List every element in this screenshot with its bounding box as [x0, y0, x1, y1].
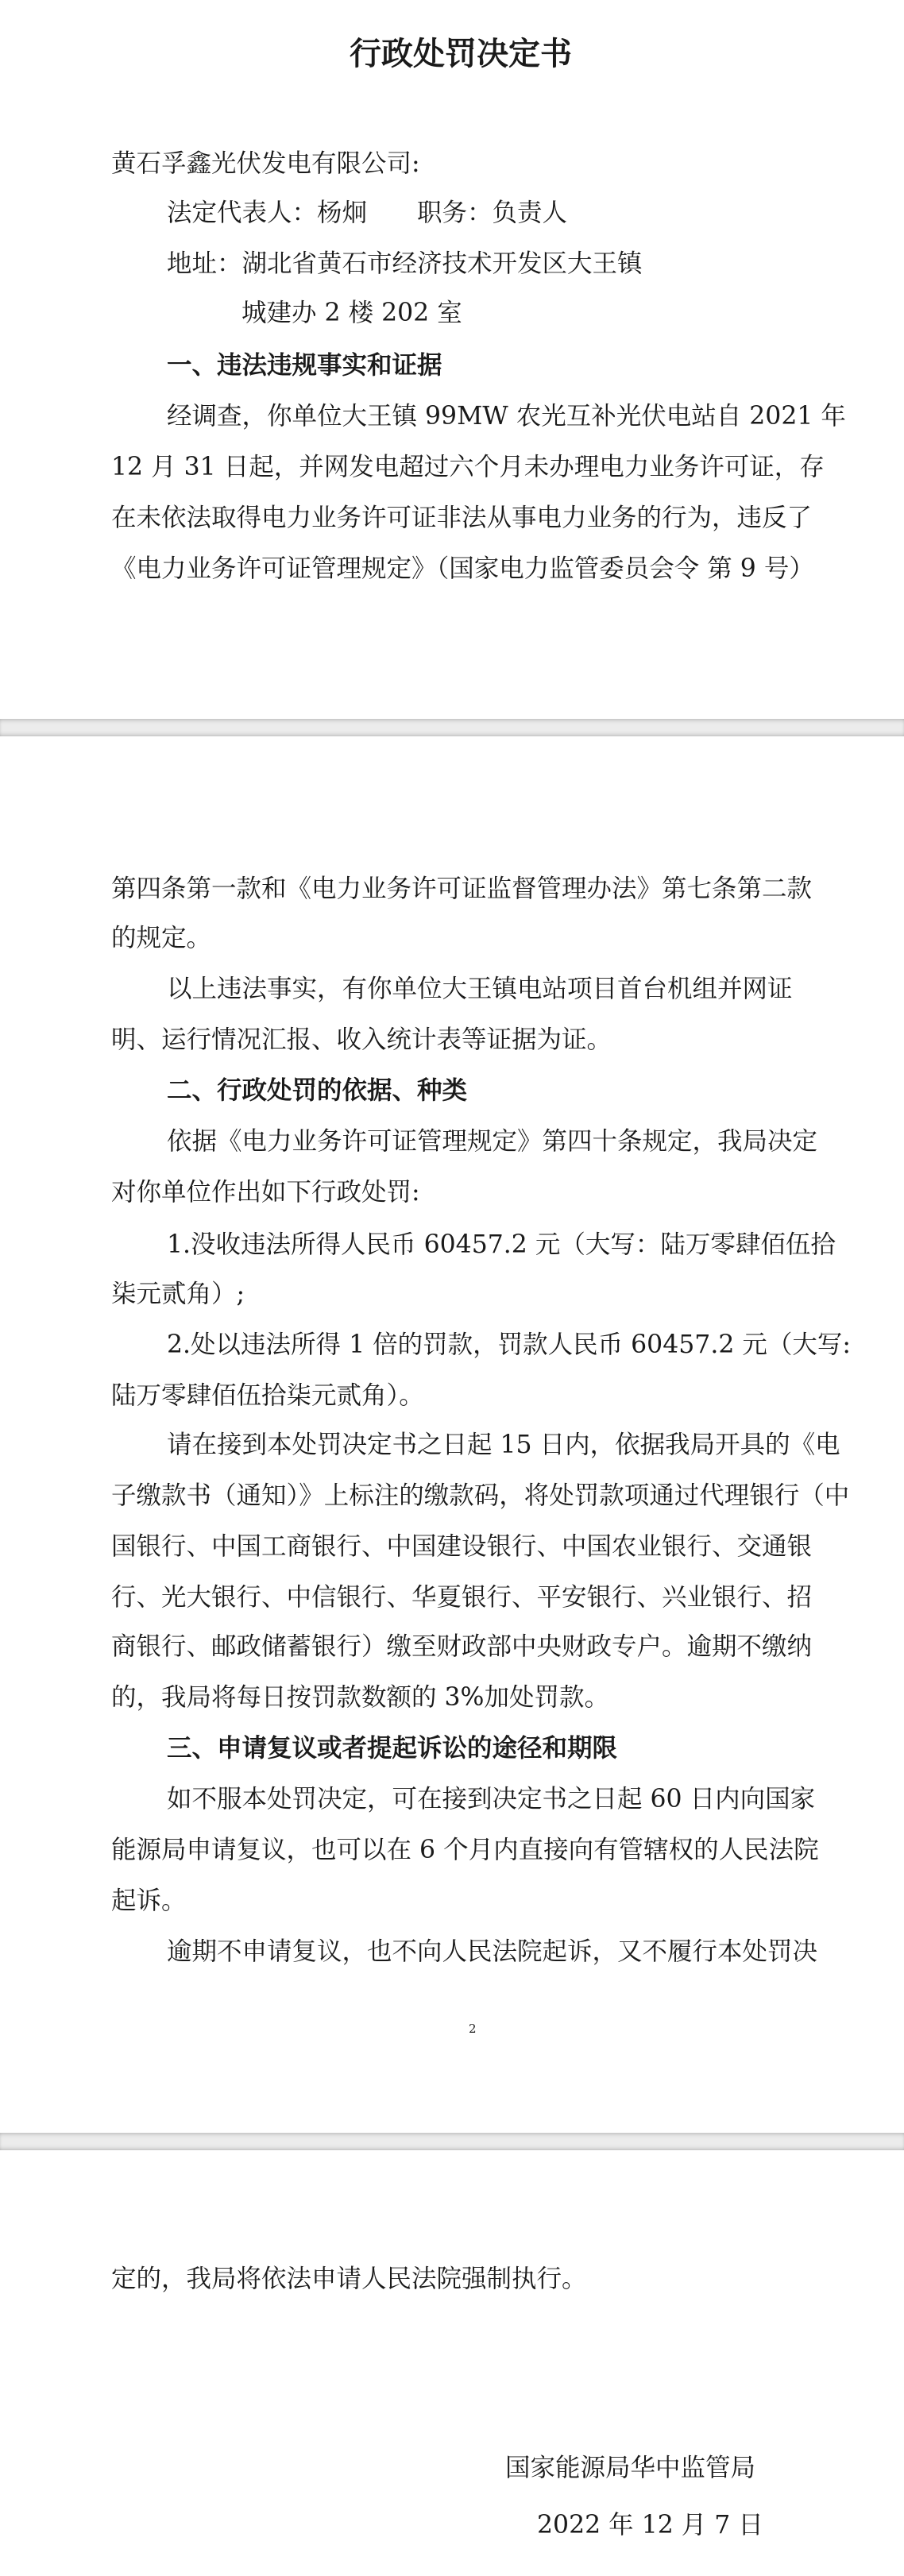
section-2-heading: 二、行政处罚的依据、种类: [167, 1076, 468, 1105]
paragraph-line: 经调查，你单位大王镇 99MW 农光互补光伏电站自 2021 年: [167, 402, 846, 431]
section-1-heading: 一、违法违规事实和证据: [167, 351, 442, 380]
paragraph-line: 行、光大银行、中信银行、华夏银行、平安银行、兴业银行、招: [111, 1583, 813, 1612]
address-line-2: 城建办 2 楼 202 室: [241, 299, 462, 327]
paragraph-line: 能源局申请复议，也可以在 6 个月内直接向有管辖权的人民法院: [111, 1836, 819, 1864]
paragraph-line: 如不服本处罚决定，可在接到决定书之日起 60 日内向国家: [167, 1785, 816, 1813]
document-page-3: [0, 2150, 904, 2576]
page-separator: [0, 2133, 904, 2150]
paragraph-line: 在未依法取得电力业务许可证非法从事电力业务的行为，违反了: [111, 504, 813, 532]
legal-representative: 法定代表人：杨炯 职务：负责人: [167, 199, 568, 227]
address-line-1: 地址：湖北省黄石市经济技术开发区大王镇: [167, 249, 643, 278]
paragraph-line: 以上违法事实，有你单位大王镇电站项目首台机组并网证: [167, 975, 793, 1003]
document-title: 行政处罚决定书: [350, 36, 572, 72]
paragraph-line: 商银行、邮政储蓄银行）缴至财政部中央财政专户。逾期不缴纳: [111, 1632, 813, 1661]
signature-date: 2022 年 12 月 7 日: [537, 2511, 763, 2539]
paragraph-line: 柒元贰角）;: [111, 1280, 245, 1308]
document-page-1: [0, 0, 904, 719]
paragraph-line: 明、运行情况汇报、收入统计表等证据为证。: [111, 1025, 612, 1054]
page-separator: [0, 719, 904, 736]
paragraph-line: 起诉。: [111, 1887, 187, 1915]
paragraph-line: 陆万零肆佰伍拾柒元贰角）。: [111, 1381, 424, 1410]
paragraph-line: 的规定。: [111, 924, 212, 952]
addressee: 黄石孚鑫光伏发电有限公司:: [111, 149, 420, 178]
paragraph-line: 请在接到本处罚决定书之日起 15 日内，依据我局开具的《电: [167, 1431, 840, 1459]
paragraph-line: 依据《电力业务许可证管理规定》第四十条规定，我局决定: [167, 1127, 818, 1156]
paragraph-line: 2.处以违法所得 1 倍的罚款，罚款人民币 60457.2 元（大写:: [167, 1330, 852, 1359]
paragraph-line: 子缴款书（通知）》上标注的缴款码，将处罚款项通过代理银行（中: [111, 1481, 850, 1510]
paragraph-line: 1.没收违法所得人民币 60457.2 元（大写：陆万零肆佰伍拾: [167, 1230, 836, 1259]
paragraph-line: 《电力业务许可证管理规定》（国家电力监管委员会令 第 9 号）: [111, 554, 814, 583]
paragraph-line: 逾期不申请复议，也不向人民法院起诉，又不履行本处罚决: [167, 1937, 818, 1966]
paragraph-line: 的，我局将每日按罚款数额的 3%加处罚款。: [111, 1683, 609, 1712]
signature-organization: 国家能源局华中监管局: [505, 2454, 756, 2482]
paragraph-line: 12 月 31 日起，并网发电超过六个月未办理电力业务许可证，存: [111, 453, 825, 481]
paragraph-line: 定的，我局将依法申请人民法院强制执行。: [111, 2265, 587, 2293]
section-3-heading: 三、申请复议或者提起诉讼的途径和期限: [167, 1734, 618, 1763]
paragraph-line: 第四条第一款和《电力业务许可证监督管理办法》第七条第二款: [111, 875, 813, 903]
paragraph-line: 国银行、中国工商银行、中国建设银行、中国农业银行、交通银: [111, 1532, 813, 1561]
page-number: 2: [469, 2022, 477, 2036]
document-page-2: [0, 736, 904, 2133]
paragraph-line: 对你单位作出如下行政处罚:: [111, 1178, 420, 1207]
